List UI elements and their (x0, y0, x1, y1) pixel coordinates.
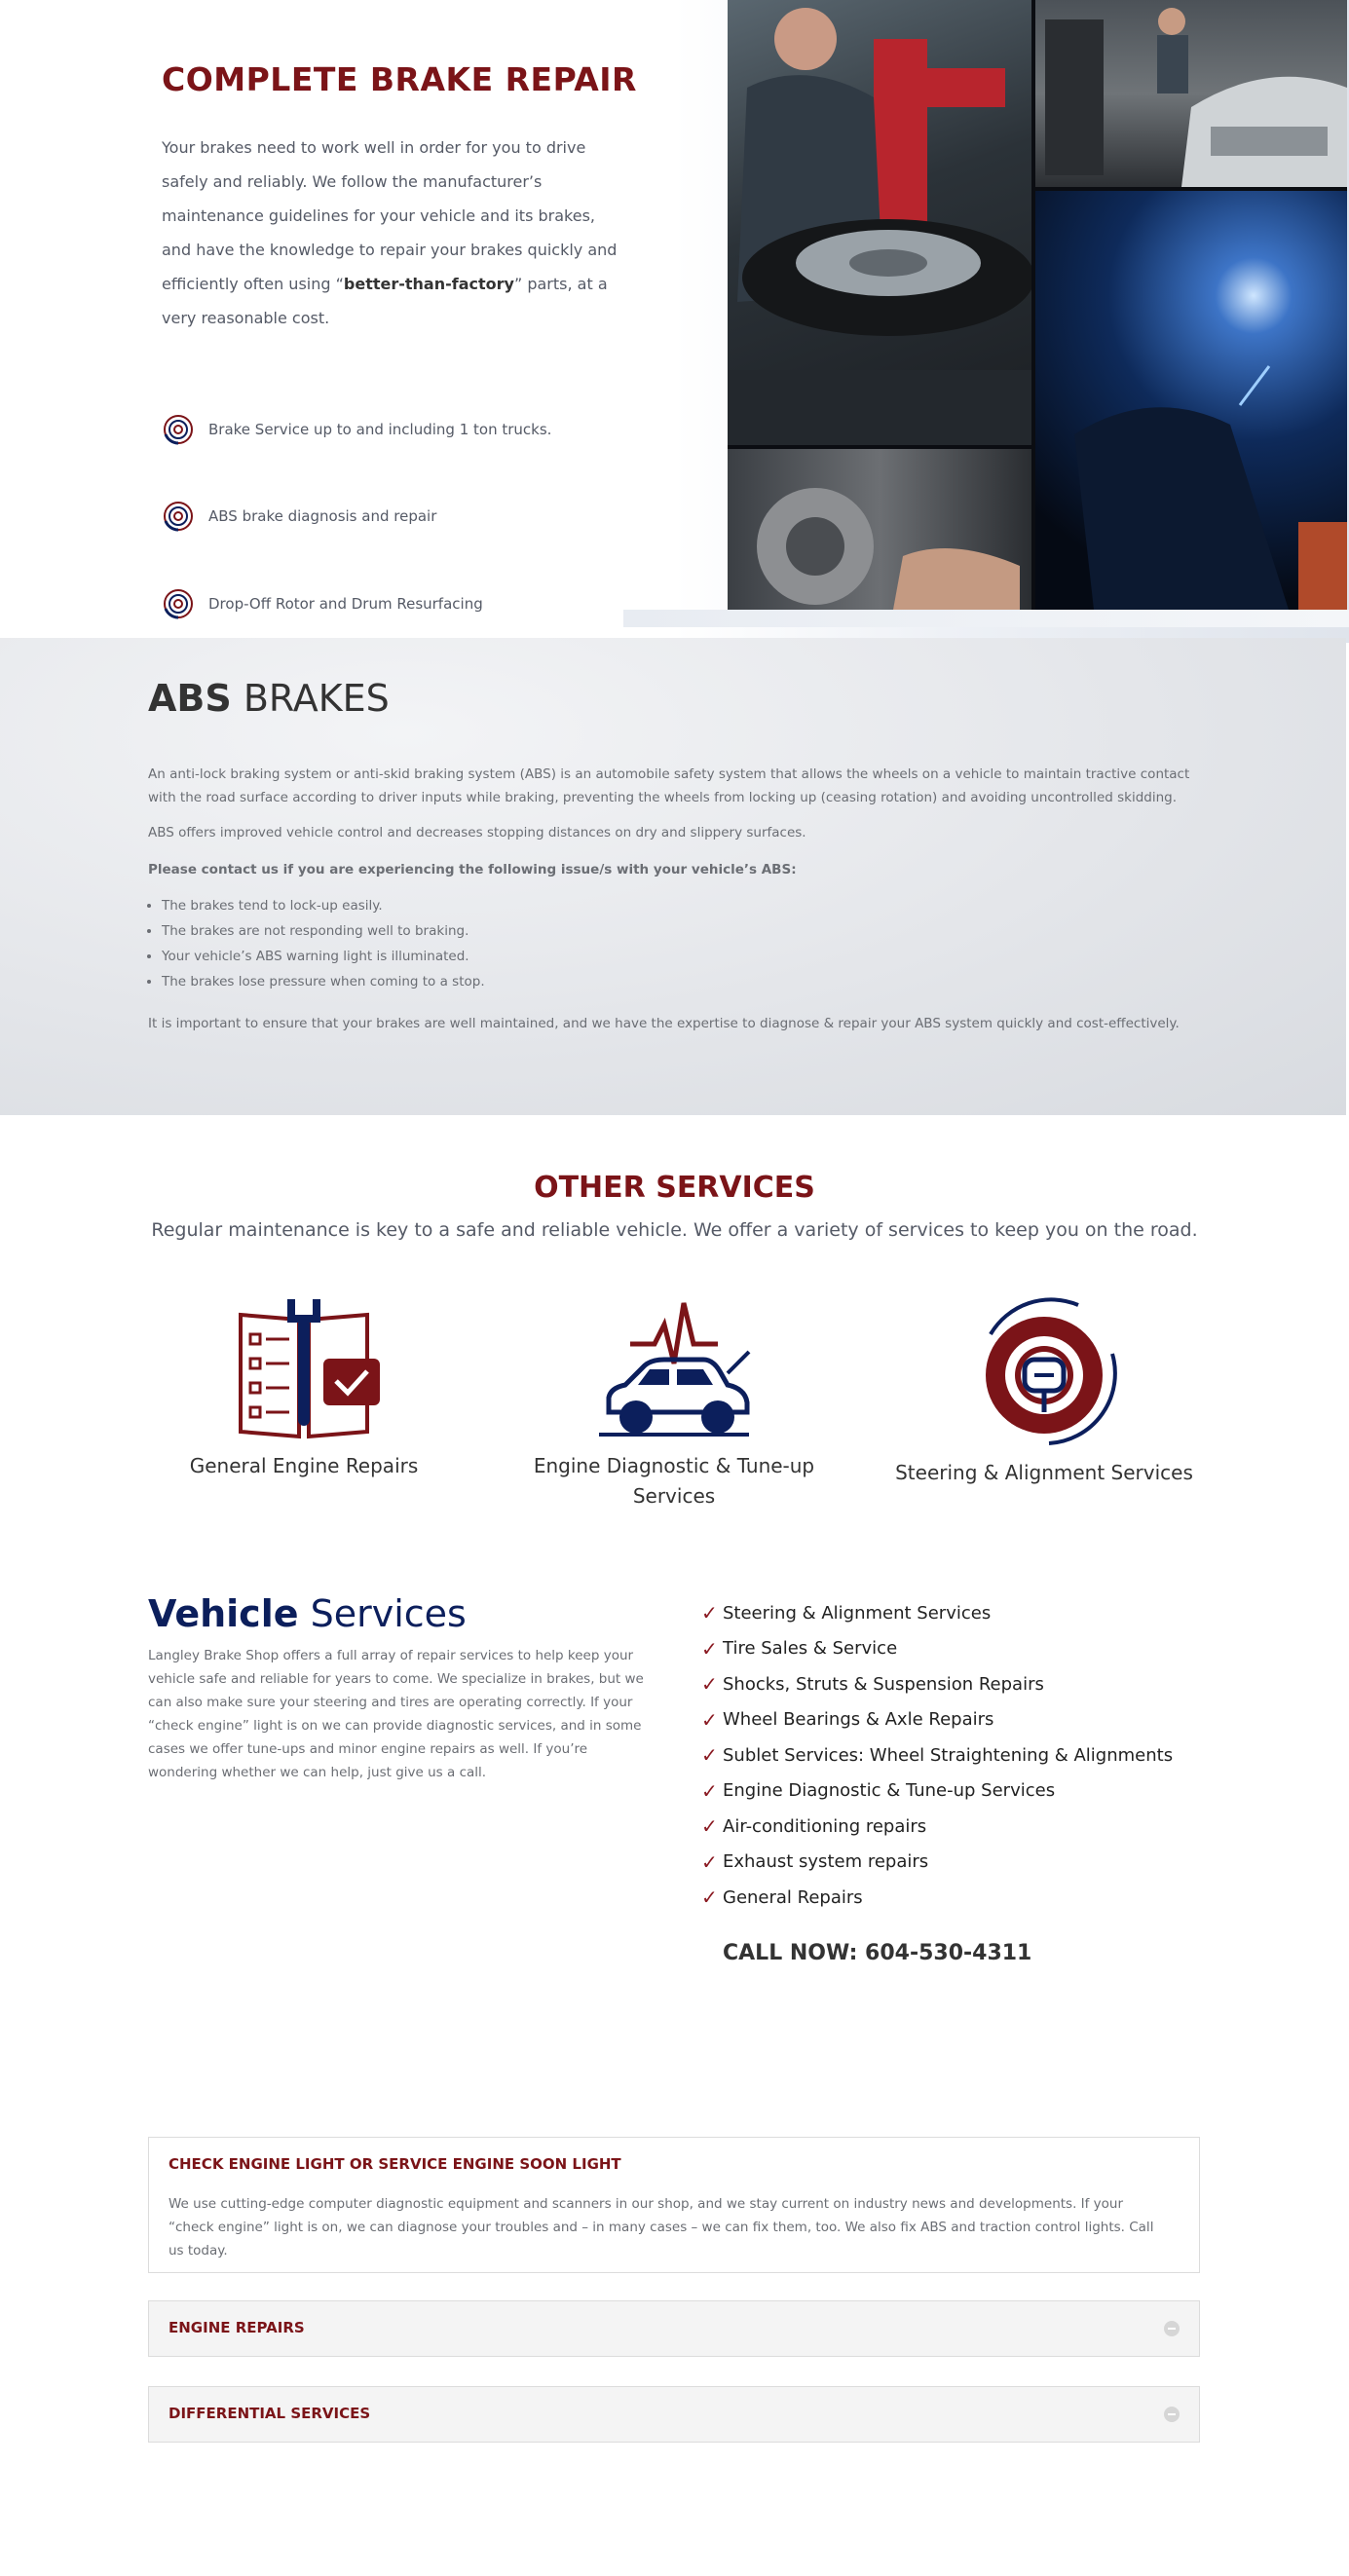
photo-brake-rotor (728, 449, 1031, 610)
list-item-label: Shocks, Struts & Suspension Repairs (723, 1673, 1044, 1695)
vehicle-title-bold: Vehicle (148, 1592, 299, 1635)
check-icon: ✓ (701, 1707, 718, 1732)
call-now-phone-link[interactable]: CALL NOW: 604-530-4311 (723, 1941, 1032, 1965)
brake-disc-icon (162, 587, 195, 620)
list-item: • The brakes tend to lock-up easily. (162, 893, 485, 918)
check-icon: ✓ (701, 1814, 718, 1839)
list-item (701, 1737, 1173, 1773)
service-label: General Engine Repairs (189, 1454, 419, 1477)
accordion-title[interactable]: ENGINE REPAIRS (169, 2319, 305, 2336)
feature-label: ABS brake diagnosis and repair (208, 507, 437, 525)
hero-title: COMPLETE BRAKE REPAIR (162, 60, 637, 98)
accordion-toggle-icon[interactable] (1164, 2407, 1180, 2422)
accordion-differential-services[interactable] (148, 2386, 1200, 2443)
check-icon: ✓ (701, 1778, 718, 1803)
feature-item (162, 498, 436, 535)
accordion-title[interactable]: CHECK ENGINE LIGHT OR SERVICE ENGINE SOON LIGHT (169, 2155, 621, 2173)
vehicle-title-rest: Services (298, 1592, 467, 1635)
vehicle-services-description: Langley Brake Shop offers a full array of repair services to help keep your vehicle safe and reliable for years to come. We specialize in brakes, but we can also make sure your steering and tires are operating correctly. If your “check engine” light is on we can provide diagnostic services, and in some cases we offer tune-ups and minor engine repairs as well. If you’re wondering whether we can help, just give us a call. (148, 1648, 644, 1780)
abs-contact-note: Please contact us if you are experiencing the following issue/s with your vehicle’s ABS: (148, 862, 797, 877)
brake-disc-icon (162, 413, 195, 446)
service-label: Steering & Alignment Services (895, 1461, 1193, 1484)
list-item (701, 1845, 1173, 1881)
abs-section (0, 638, 1346, 1115)
vehicle-services-list (701, 1595, 1173, 1916)
list-item (701, 1880, 1173, 1916)
list-item-label: General Repairs (723, 1886, 863, 1908)
brake-disc-icon (162, 500, 195, 533)
check-icon: ✓ (701, 1636, 718, 1661)
photo-diagnostics (1035, 0, 1347, 187)
car-diagnostic-icon (591, 1295, 757, 1446)
hero-description (162, 131, 619, 335)
accordion-body: We use cutting-edge computer diagnostic equipment and scanners in our shop, and we stay current on industry news and developments. If your “check engine” light is on, we can diagnose your troubles and – in many cases – we can fix them, too. We also fix ABS and traction control lights. Call us today. (169, 2196, 1154, 2259)
feature-item (162, 585, 483, 622)
check-icon: ✓ (701, 1885, 718, 1910)
accordion-engine-repairs[interactable] (148, 2300, 1200, 2357)
list-item (701, 1702, 1173, 1738)
check-icon: ✓ (701, 1601, 718, 1625)
service-card-steering[interactable] (888, 1295, 1200, 1488)
hero-text-part: Your brakes need to work well in order for you to drive safely and reliably. We follow the manufacturer’s maintenance guidelines for your vehicle and its brakes, and have the knowledge to repair your brakes quickly and efficiently often using “ (162, 138, 618, 293)
list-item (701, 1809, 1173, 1845)
list-item (701, 1595, 1173, 1631)
check-icon: ✓ (701, 1672, 718, 1697)
abs-title-bold: ABS (148, 677, 232, 720)
hero-text-part: ” parts, at a very reasonable cost. (162, 275, 608, 327)
service-label: Engine Diagnostic & Tune-up Services (533, 1454, 815, 1508)
abs-title (148, 677, 390, 720)
list-item (701, 1666, 1173, 1702)
photo-tire-changer (728, 0, 1031, 445)
list-item-label: Wheel Bearings & Axle Repairs (723, 1709, 994, 1731)
other-services-subtitle: Regular maintenance is key to a safe and reliable vehicle. We offer a variety of services to keep you on the road. (151, 1219, 1198, 1241)
hero-text-bold: better-than-factory (343, 275, 514, 293)
mechanic-photo-collage (728, 0, 1347, 610)
abs-issue-list (148, 893, 485, 994)
list-item-label: Exhaust system repairs (723, 1851, 929, 1873)
accordion-check-engine[interactable] (148, 2137, 1200, 2273)
service-card-general-engine[interactable] (148, 1295, 460, 1481)
list-item-label: Air-conditioning repairs (723, 1815, 927, 1837)
engine-manual-icon (221, 1295, 387, 1446)
list-item: • Your vehicle’s ABS warning light is illuminated. (162, 944, 485, 969)
check-icon: ✓ (701, 1743, 718, 1768)
list-item (701, 1773, 1173, 1810)
list-item-label: Sublet Services: Wheel Straightening & Alignments (723, 1744, 1174, 1766)
list-item-label: Tire Sales & Service (723, 1638, 898, 1660)
vehicle-services-title (148, 1592, 467, 1635)
accordion-toggle-icon[interactable] (1164, 2321, 1180, 2336)
abs-paragraph: An anti-lock braking system or anti-skid braking system (ABS) is an automobile safety system that allows the wheels on a vehicle to maintain tractive contact with the road surface according to driver inputs while braking, preventing the wheels from locking up (ceasing rotation) and avoiding uncontrolled skidding. (148, 766, 1190, 805)
list-item (701, 1631, 1173, 1667)
feature-label: Drop-Off Rotor and Drum Resurfacing (208, 595, 483, 613)
decorative-strip (623, 610, 1349, 627)
feature-item (162, 411, 551, 448)
feature-label: Brake Service up to and including 1 ton trucks. (208, 421, 552, 438)
abs-paragraph: ABS offers improved vehicle control and decreases stopping distances on dry and slippery surfaces. (148, 825, 806, 840)
service-card-engine-diagnostic[interactable] (518, 1295, 830, 1512)
accordion-title[interactable]: DIFFERENTIAL SERVICES (169, 2405, 371, 2422)
check-icon: ✓ (701, 1849, 718, 1874)
list-item-label: Engine Diagnostic & Tune-up Services (723, 1780, 1056, 1802)
other-services-title: OTHER SERVICES (534, 1171, 815, 1205)
hero-section (0, 0, 1349, 643)
photo-welding (1035, 191, 1347, 610)
list-item: • The brakes are not responding well to braking. (162, 918, 485, 944)
list-item-label: Steering & Alignment Services (723, 1602, 992, 1624)
list-item: • The brakes lose pressure when coming to a stop. (162, 969, 485, 994)
abs-paragraph: It is important to ensure that your brakes are well maintained, and we have the expertise to diagnose & repair your ABS system quickly and cost-effectively. (148, 1016, 1180, 1031)
abs-title-rest: BRAKES (231, 677, 390, 720)
steering-wheel-icon (961, 1295, 1127, 1453)
